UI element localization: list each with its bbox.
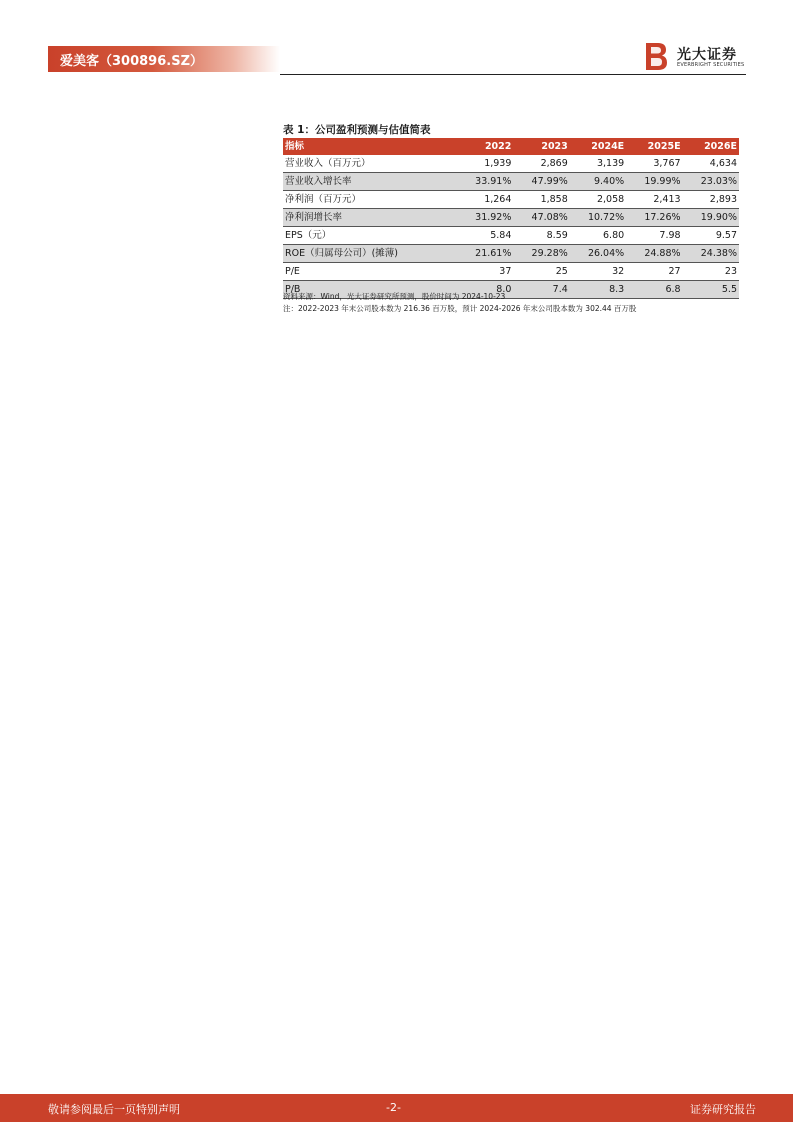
table-cell: 24.38% [683,245,739,263]
table-cell: 3,139 [570,155,626,173]
table-cell: 23.03% [683,173,739,191]
table-cell: 8.59 [513,227,569,245]
row-label: 净利润增长率 [283,209,457,227]
table-cell: 2,869 [513,155,569,173]
table-cell: 7.4 [513,281,569,299]
table-cell: 29.28% [513,245,569,263]
table-row [283,227,739,245]
table-cell: 17.26% [626,209,682,227]
row-label: P/B [283,281,457,299]
table-cell: 31.92% [457,209,513,227]
column-header: 2025E [626,138,682,155]
table-cell: 23 [683,263,739,281]
table-cell: 3,767 [626,155,682,173]
header-divider [280,74,746,75]
row-label: 营业收入增长率 [283,173,457,191]
table-cell: 47.99% [513,173,569,191]
table-cell: 19.99% [626,173,682,191]
table-cell: 9.40% [570,173,626,191]
earnings-forecast-table [283,138,739,299]
table-cell: 9.57 [683,227,739,245]
table-cell: 10.72% [570,209,626,227]
column-header: 2026E [683,138,739,155]
row-label: P/E [283,263,457,281]
column-header: 2024E [570,138,626,155]
table-cell: 1,858 [513,191,569,209]
table-row [283,191,739,209]
column-header: 指标 [283,138,457,155]
table-cell: 8.0 [457,281,513,299]
table-cell: 2,893 [683,191,739,209]
table-cell: 2,058 [570,191,626,209]
table-cell: 2,413 [626,191,682,209]
source-note: 资料来源：Wind，光大证券研究所预测，股价时间为 2024-10-23 [283,292,506,301]
table-cell: 8.3 [570,281,626,299]
table-cell: 7.98 [626,227,682,245]
column-header: 2023 [513,138,569,155]
table-cell: 5.5 [683,281,739,299]
table-row [283,173,739,191]
table-cell: 47.08% [513,209,569,227]
row-label: EPS（元） [283,227,457,245]
table-cell: 5.84 [457,227,513,245]
footer-disclaimer-link: 敬请参阅最后一页特别声明 [48,1103,180,1116]
table-cell: 4,634 [683,155,739,173]
table-cell: 24.88% [626,245,682,263]
row-label: 营业收入（百万元） [283,155,457,173]
table-cell: 27 [626,263,682,281]
page-number: -2- [386,1101,401,1114]
table-cell: 1,939 [457,155,513,173]
table-cell: 25 [513,263,569,281]
logo-subtitle: EVERBRIGHT SECURITIES [677,62,745,68]
table-row [283,155,739,173]
footer-bar [0,1094,793,1122]
row-label: ROE（归属母公司）(摊薄) [283,245,457,263]
table-cell: 6.80 [570,227,626,245]
remark-note: 注：2022-2023 年末公司股本数为 216.36 百万股，预计 2024-2026 年末公司股本数为 302.44 百万股 [283,304,637,313]
report-title: 爱美客（300896.SZ） [60,54,204,69]
table-header-row [283,138,739,155]
table-cell: 1,264 [457,191,513,209]
table-cell: 6.8 [626,281,682,299]
table-row [283,209,739,227]
table-cell: 19.90% [683,209,739,227]
row-label: 净利润（百万元） [283,191,457,209]
footer-report-type: 证券研究报告 [690,1103,756,1116]
table-cell: 21.61% [457,245,513,263]
table-caption: 表 1：公司盈利预测与估值简表 [283,124,431,136]
table-row [283,245,739,263]
table-cell: 26.04% [570,245,626,263]
table-cell: 33.91% [457,173,513,191]
table-row [283,263,739,281]
table-cell: 37 [457,263,513,281]
column-header: 2022 [457,138,513,155]
logo-text: 光大证券 [677,47,737,63]
table-cell: 32 [570,263,626,281]
